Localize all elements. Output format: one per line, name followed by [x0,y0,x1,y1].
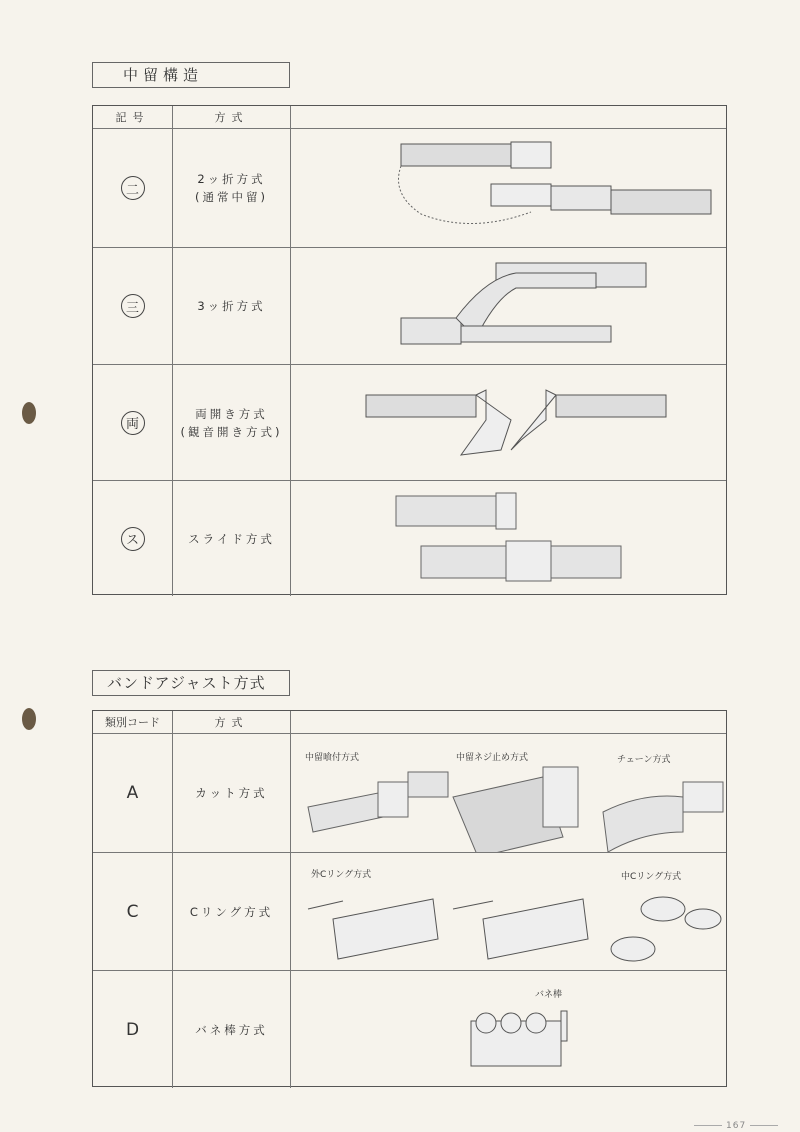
header-method: 方式 [173,711,291,733]
method-label: 3ッ折方式 [197,299,266,313]
method-label: スライド方式 [188,531,275,546]
header-method: 方式 [173,106,291,128]
category-code: A [93,734,173,852]
binder-hole [22,708,36,730]
two-fold-clasp-illustration [391,134,721,244]
method-label: Cリング方式 [173,853,291,970]
table-row [93,248,726,365]
slide-clasp-illustration [391,491,631,591]
method-sub: (通常中留) [195,190,268,204]
cut-band-illustrations [303,762,733,852]
method-sub: (観音開き方式) [180,424,283,439]
three-fold-clasp-illustration [396,258,656,358]
header-code: 類別コード [93,711,173,733]
band-adjust-table [92,710,727,1087]
method-label: 2ッ折方式 [197,172,266,186]
c-ring-illustrations [303,879,733,969]
binder-hole [22,402,36,424]
method-label: バネ棒方式 [173,971,291,1088]
table-row [93,734,726,853]
caption: バネ棒 [535,990,563,1000]
clasp-structure-table [92,105,727,595]
table-header [93,711,726,734]
symbol-badge: 二 [121,176,145,200]
table-row [93,853,726,971]
table-row [93,365,726,481]
butterfly-clasp-illustration [361,380,671,470]
caption: チェーン方式 [617,755,671,765]
section-title-band-adjust: バンドアジャスト方式 [92,670,290,696]
symbol-badge: 三 [121,294,145,318]
caption: 中留喰付方式 [305,753,360,763]
caption: 外Cリング方式 [311,870,372,880]
section-title-clasp-structure: 中留構造 [92,62,290,88]
page-number: 167 [690,1121,782,1131]
category-code: C [93,853,173,970]
method-label: 両開き方式 [195,406,268,421]
spring-bar-illustration [466,1001,596,1081]
caption: 中Cリング方式 [621,872,682,882]
caption: 中留ネジ止め方式 [456,753,529,763]
symbol-badge: 両 [121,411,145,435]
table-row [93,129,726,248]
method-label: カット方式 [173,734,291,852]
category-code: D [93,971,173,1088]
table-header [93,106,726,129]
header-symbol: 記号 [93,106,173,128]
table-row [93,481,726,596]
symbol-badge: ス [121,527,145,551]
table-row [93,971,726,1088]
